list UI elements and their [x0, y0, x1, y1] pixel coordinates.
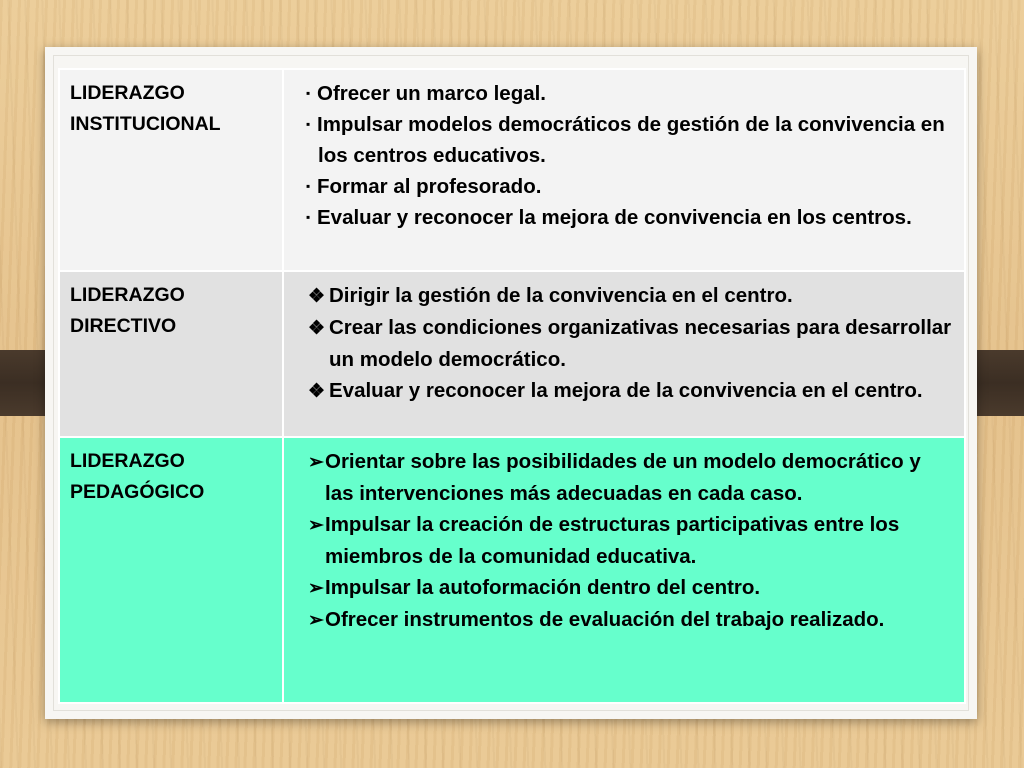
- square-bullet-icon: ▪: [306, 86, 311, 100]
- list-item: [294, 375, 954, 407]
- list-item-text: Formar al profesorado.: [317, 175, 542, 198]
- list-item: [294, 280, 954, 312]
- content-cell: [283, 437, 965, 703]
- content-cell: [283, 271, 965, 437]
- list-item: [294, 446, 954, 509]
- list-item: [294, 509, 954, 572]
- list-item-text: Ofrecer un marco legal.: [317, 82, 547, 105]
- row-label-line1: LIDERAZGO: [70, 450, 185, 472]
- arrow-bullet-icon: ➢: [308, 515, 324, 536]
- four-diamond-bullet-icon: ❖: [308, 318, 326, 339]
- table-row-pedagogico: [59, 437, 965, 703]
- list-item: [294, 78, 954, 109]
- content-cell: [283, 69, 965, 271]
- square-bullet-icon: ▪: [306, 210, 311, 224]
- four-diamond-bullet-icon: ❖: [308, 286, 326, 307]
- list-item-text: Dirigir la gestión de la convivencia en el centro.: [329, 284, 793, 307]
- label-cell: [59, 69, 283, 271]
- four-diamond-bullet-icon: ❖: [308, 381, 326, 402]
- square-bullet-icon: ▪: [306, 117, 311, 131]
- row-label-line2: INSTITUCIONAL: [70, 113, 221, 135]
- bullet-list: [294, 446, 954, 636]
- table-row-directivo: [59, 271, 965, 437]
- row-label-line2: DIRECTIVO: [70, 315, 177, 337]
- wall-band-left: [0, 350, 50, 416]
- row-label-line1: LIDERAZGO: [70, 82, 185, 104]
- row-label-line2: PEDAGÓGICO: [70, 481, 205, 503]
- arrow-bullet-icon: ➢: [308, 578, 324, 599]
- list-item-text: Impulsar la autoformación dentro del centro.: [325, 576, 761, 599]
- list-item: [294, 109, 954, 171]
- list-item-text: Impulsar modelos democráticos de gestión de la convivencia en los centros educativos.: [317, 113, 945, 167]
- list-item-text: Crear las condiciones organizativas necesarias para desarrollar un modelo democrático.: [329, 316, 952, 371]
- list-item: [294, 604, 954, 636]
- list-item-text: Evaluar y reconocer la mejora de convivencia en los centros.: [317, 206, 912, 229]
- label-cell: [59, 437, 283, 703]
- row-label-line1: LIDERAZGO: [70, 284, 185, 306]
- list-item-text: Evaluar y reconocer la mejora de la convivencia en el centro.: [329, 379, 923, 402]
- wall-band-right: [974, 350, 1024, 416]
- leadership-table: [58, 68, 966, 704]
- list-item: [294, 202, 954, 233]
- table-row-institucional: [59, 69, 965, 271]
- list-item: [294, 171, 954, 202]
- list-item-text: Ofrecer instrumentos de evaluación del trabajo realizado.: [325, 608, 885, 631]
- list-item-text: Orientar sobre las posibilidades de un modelo democrático y las intervenciones más adecuadas en cada caso.: [325, 450, 921, 505]
- list-item: [294, 572, 954, 604]
- bullet-list: [294, 280, 954, 407]
- arrow-bullet-icon: ➢: [308, 610, 324, 631]
- square-bullet-icon: ▪: [306, 179, 311, 193]
- list-item: [294, 312, 954, 375]
- label-cell: [59, 271, 283, 437]
- arrow-bullet-icon: ➢: [308, 452, 324, 473]
- list-item-text: Impulsar la creación de estructuras participativas entre los miembros de la comunidad educativa.: [325, 513, 900, 568]
- bullet-list: [294, 78, 954, 233]
